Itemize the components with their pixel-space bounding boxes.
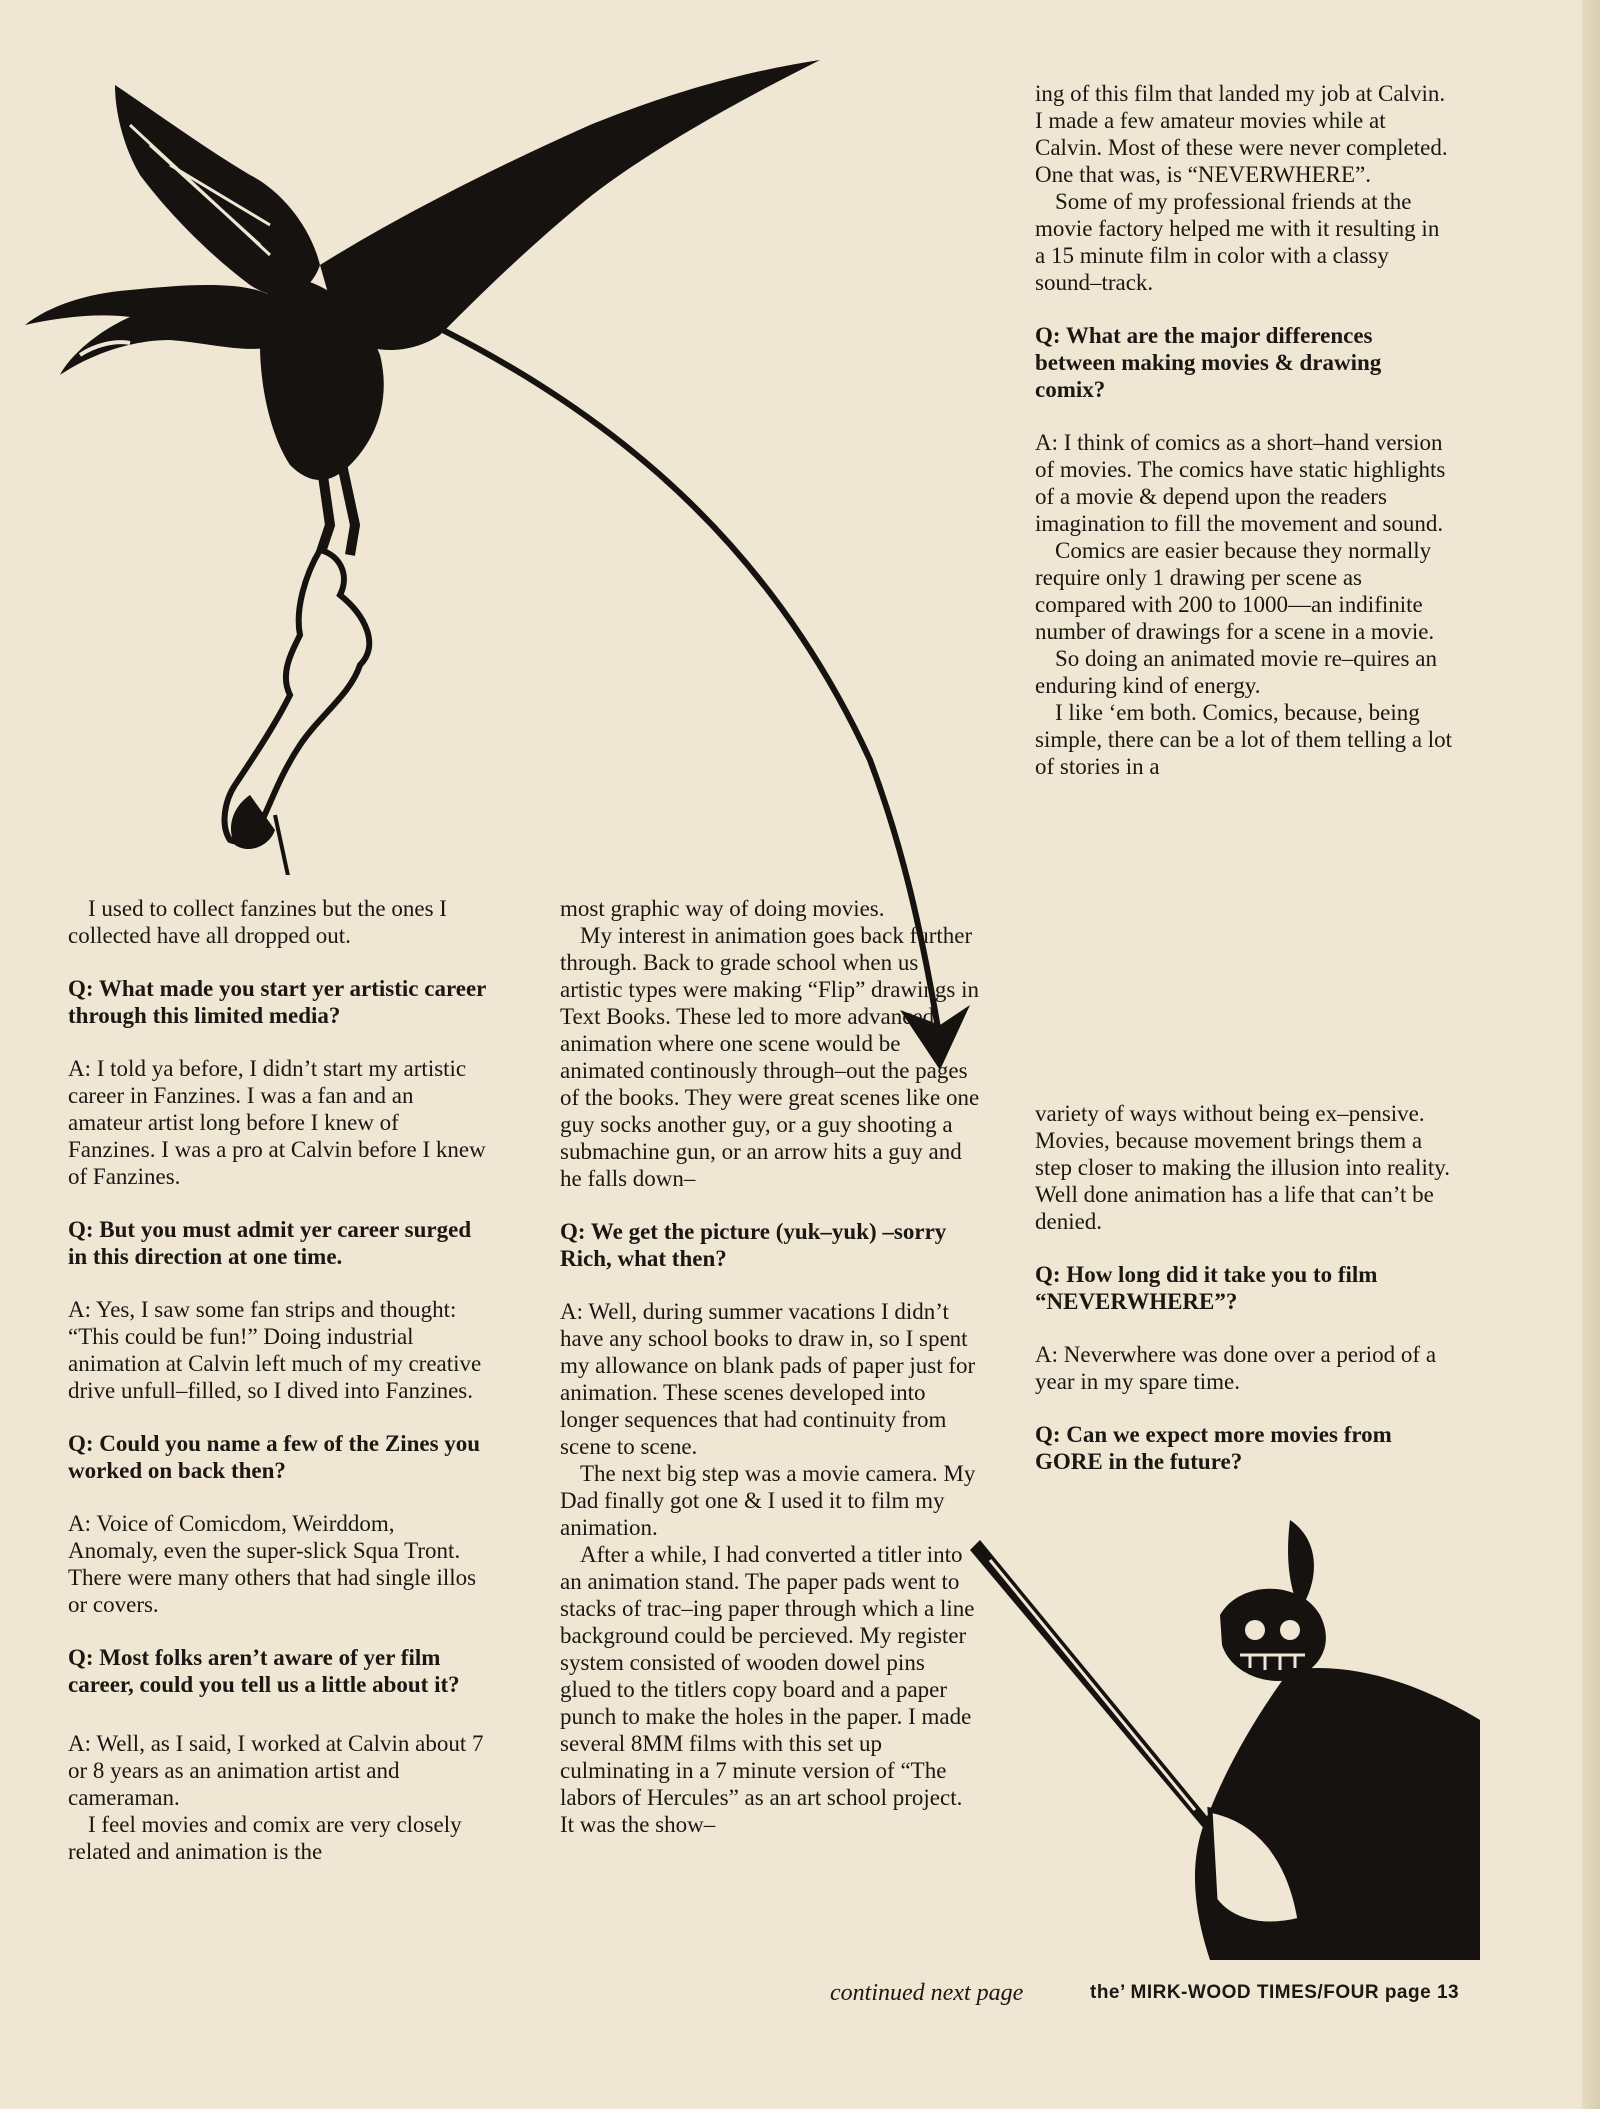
interview-answer: A: Neverwhere was done over a period of a year in my spare time. <box>1035 1342 1437 1394</box>
column-left <box>68 895 488 1865</box>
interview-answer: A: Yes, I saw some fan strips and thought: “This could be fun!” Doing industrial animation at Calvin left much of my creative drive unfull–filled, so I dived into Fanzines. <box>68 1297 482 1403</box>
paragraph-gap <box>560 1272 980 1298</box>
paragraph-gap <box>1035 1235 1455 1261</box>
interview-answer: The next big step was a movie camera. My Dad finally got one & I used it to film my animation. <box>560 1461 976 1540</box>
interview-answer: A: Well, during summer vacations I didn’t have any school books to draw in, so I spent my allowance on blank pads of paper just for animation. These scenes developed into longer sequences that had continuity from scene to scene. <box>560 1299 976 1459</box>
interview-answer: I feel movies and comix are very closely related and animation is the <box>68 1812 462 1864</box>
paragraph-gap <box>68 949 488 975</box>
interview-answer: ing of this film that landed my job at Calvin. I made a few amateur movies while at Calvin. Most of these were never completed. One that was, is “NEVERWHERE”. <box>1035 81 1448 187</box>
paragraph-gap <box>68 1618 488 1644</box>
column-middle <box>560 895 980 1838</box>
continued-note: continued next page <box>830 1980 1024 2006</box>
interview-question: Q: How long did it take you to film “NEVERWHERE”? <box>1035 1262 1378 1314</box>
interview-question: Q: We get the picture (yuk–yuk) –sorry Rich, what then? <box>560 1219 947 1271</box>
interview-answer: A: I think of comics as a short–hand version of movies. The comics have static highlights of a movie & depend upon the readers imagination to fill the movement and sound. <box>1035 430 1446 536</box>
interview-answer: variety of ways without being ex–pensive. Movies, because movement brings them a step closer to making the illusion into reality. Well done animation has a life that can’t be denied. <box>1035 1101 1450 1234</box>
interview-question: Q: What made you start yer artistic career through this limited media? <box>68 976 486 1028</box>
page-footer <box>830 1980 1510 2016</box>
interview-answer: My interest in animation goes back further through. Back to grade school when us artistic types were making “Flip” drawings in Text Books. These led to more advanced animation where one scene would be animated continously through–out the pages of the books. They were great scenes like one guy socks another guy, or a guy shooting a submachine gun, or an arrow hits a guy and he falls down– <box>560 923 980 1191</box>
interview-answer: Some of my professional friends at the movie factory helped me with it resulting in a 15 minute film in color with a classy sound–track. <box>1035 189 1440 295</box>
head-beak <box>25 285 280 375</box>
left-wing <box>115 85 320 295</box>
interview-answer: most graphic way of doing movies. <box>560 896 885 921</box>
hanging-figure <box>225 550 370 841</box>
paragraph-gap <box>68 1484 488 1510</box>
paragraph-gap <box>560 1192 980 1218</box>
interview-answer: I used to collect fanzines but the ones I collected have all dropped out. <box>68 896 447 948</box>
paragraph-gap <box>1035 1315 1455 1341</box>
paragraph-gap <box>68 1270 488 1296</box>
paragraph-gap <box>68 1404 488 1430</box>
interview-answer: So doing an animated movie re–quires an enduring kind of energy. <box>1035 646 1437 698</box>
interview-question: Q: Can we expect more movies from GORE in the future? <box>1035 1422 1392 1474</box>
interview-answer: I like ‘em both. Comics, because, being simple, there can be a lot of them telling a lot of stories in a <box>1035 700 1453 779</box>
paragraph-gap <box>1035 403 1455 429</box>
interview-answer: A: Voice of Comicdom, Weirddom, Anomaly, even the super-slick Squa Tront. There were many others that had single illos or covers. <box>68 1511 477 1617</box>
interview-question: Q: What are the major differences between making movies & drawing comix? <box>1035 323 1382 402</box>
interview-answer: A: Well, as I said, I worked at Calvin about 7 or 8 years as an animation artist and cameraman. <box>68 1731 484 1810</box>
demon-illustration <box>960 1520 1530 1970</box>
paragraph-gap <box>1035 296 1455 322</box>
skull <box>1220 1589 1326 1681</box>
interview-question: Q: Could you name a few of the Zines you worked on back then? <box>68 1431 481 1483</box>
masthead: the’ MIRK-WOOD TIMES/FOUR page 13 <box>1090 1982 1460 2003</box>
column-right-bottom <box>1035 1100 1455 1475</box>
paragraph-gap <box>68 1698 488 1730</box>
interview-answer: After a while, I had converted a titler into an animation stand. The paper pads went to stacks of trac–ing paper through which a line background could be percieved. My register system consisted of wooden dowel pins glued to the titlers copy board and a paper punch to make the holes in the paper. I made several 8MM films with this set up culminating in a 7 minute version of “The labors of Hercules” as an art school project. It was the show– <box>560 1542 975 1837</box>
interview-question: Q: But you must admit yer career surged in this direction at one time. <box>68 1217 472 1269</box>
paragraph-gap <box>1035 1395 1455 1421</box>
interview-question: Q: Most folks aren’t aware of yer film career, could you tell us a little about it? <box>68 1645 460 1697</box>
interview-answer: A: I told ya before, I didn’t start my artistic career in Fanzines. I was a fan and an amateur artist long before I knew of Fanzines. I was a pro at Calvin before I knew of Fanzines. <box>68 1056 486 1189</box>
interview-answer: Comics are easier because they normally require only 1 drawing per scene as compared with 200 to 1000––an indifinite number of drawings for a scene in a movie. <box>1035 538 1435 644</box>
column-right-top <box>1035 80 1455 780</box>
paper-edge <box>1582 0 1600 2109</box>
paragraph-gap <box>68 1029 488 1055</box>
paragraph-gap <box>68 1190 488 1216</box>
